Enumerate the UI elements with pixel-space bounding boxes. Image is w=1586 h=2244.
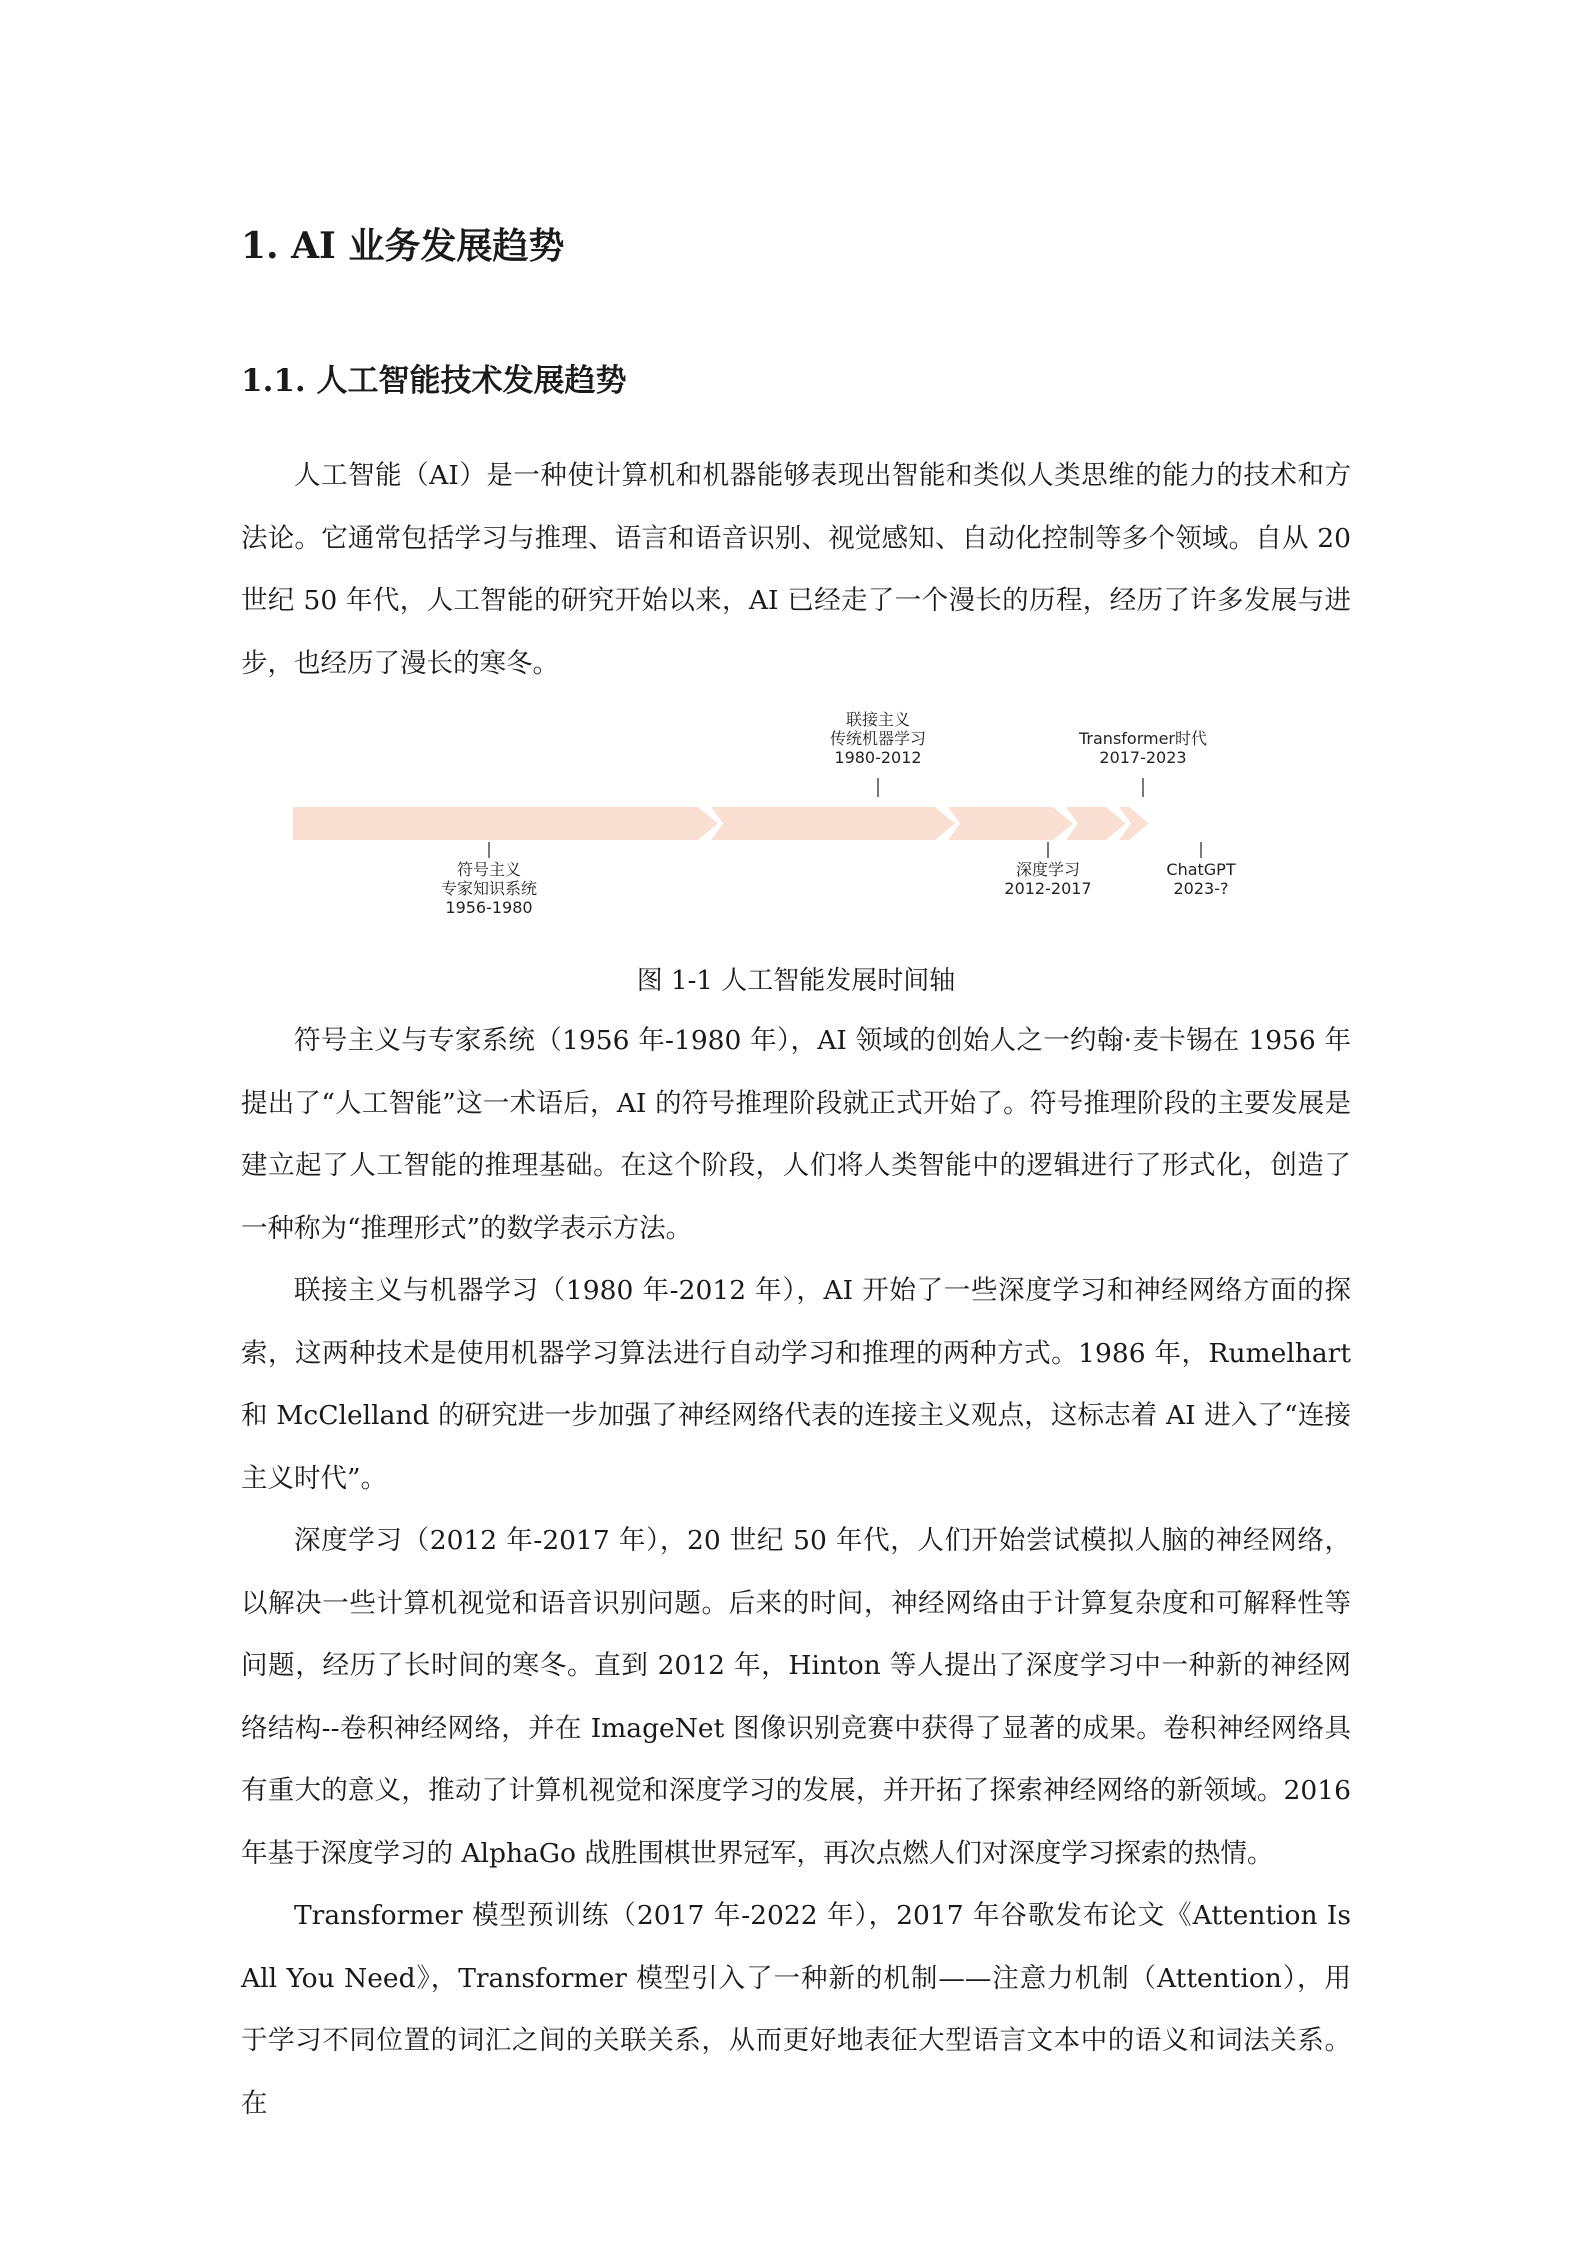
paragraph-intro: 人工智能（AI）是一种使计算机和机器能够表现出智能和类似人类思维的能力的技术和方法论。它通常包括学习与推理、语言和语音识别、视觉感知、自动化控制等多个领域。自从 20 世纪 50 年代，人工智能的研究开始以来，AI 已经走了一个漫长的历程，经历了许多发展与进步，也经历了漫长的寒冬。: [241, 460, 1351, 679]
paragraph-symbolism: 符号主义与专家系统（1956 年-1980 年），AI 领域的创始人之一约翰·麦卡锡在 1956 年提出了“人工智能”这一术语后，AI 的符号推理阶段就正式开始了。符号推理阶段的主要发展是建立起了人工智能的推理基础。在这个阶段，人们将人类智能中的逻辑进行了形式化，创造了一种称为“推理形式”的数学表示方法。: [241, 1025, 1351, 1244]
timeline-label-chatgpt: ChatGPT 2023-?: [1166, 860, 1236, 898]
timeline-label-symbolism: 符号主义 专家知识系统 1956-1980: [440, 860, 538, 917]
timeline-label-transformer: Transformer时代 2017-2023: [1078, 729, 1208, 767]
timeline-figure: [293, 700, 1236, 920]
heading-1: 1. AI 业务发展趋势: [241, 225, 565, 267]
arrow-symbolism: [293, 807, 718, 840]
timeline-label-connectionism: 联接主义 传统机器学习 1980-2012: [829, 710, 927, 767]
paragraph-transformer: Transformer 模型预训练（2017 年-2022 年），2017 年谷歌发布论文《Attention Is All You Need》，Transformer 模型引入了一种新的机制——注意力机制（Attention），用于学习不同位置的词汇之间的关联关系，从而更好地表征大型语言文本中的语义和词法关系。在: [241, 1900, 1351, 2119]
timeline-label-deep-learning: 深度学习 2012-2017: [1004, 860, 1092, 898]
arrow-deep-learning: [948, 807, 1073, 840]
heading-2: 1.1. 人工智能技术发展趋势: [241, 363, 627, 399]
arrow-transformer: [1066, 807, 1126, 840]
arrow-connectionism: [711, 807, 955, 840]
paragraph-connectionism: 联接主义与机器学习（1980 年-2012 年），AI 开始了一些深度学习和神经网络方面的探索，这两种技术是使用机器学习算法进行自动学习和推理的两种方式。1986 年，Rumelhart 和 McClelland 的研究进一步加强了神经网络代表的连接主义观点，这标志着 AI 进入了“连接主义时代”。: [241, 1275, 1351, 1494]
figure-caption: 图 1-1 人工智能发展时间轴: [636, 966, 956, 996]
paragraph-deep-learning: 深度学习（2012 年-2017 年），20 世纪 50 年代，人们开始尝试模拟人脑的神经网络，以解决一些计算机视觉和语音识别问题。后来的时间，神经网络由于计算复杂度和可解释性等问题，经历了长时间的寒冬。直到 2012 年，Hinton 等人提出了深度学习中一种新的神经网络结构--卷积神经网络，并在 ImageNet 图像识别竞赛中获得了显著的成果。卷积神经网络具有重大的意义，推动了计算机视觉和深度学习的发展，并开拓了探索神经网络的新领域。2016 年基于深度学习的 AlphaGo 战胜围棋世界冠军，再次点燃人们对深度学习探索的热情。: [241, 1525, 1351, 1869]
